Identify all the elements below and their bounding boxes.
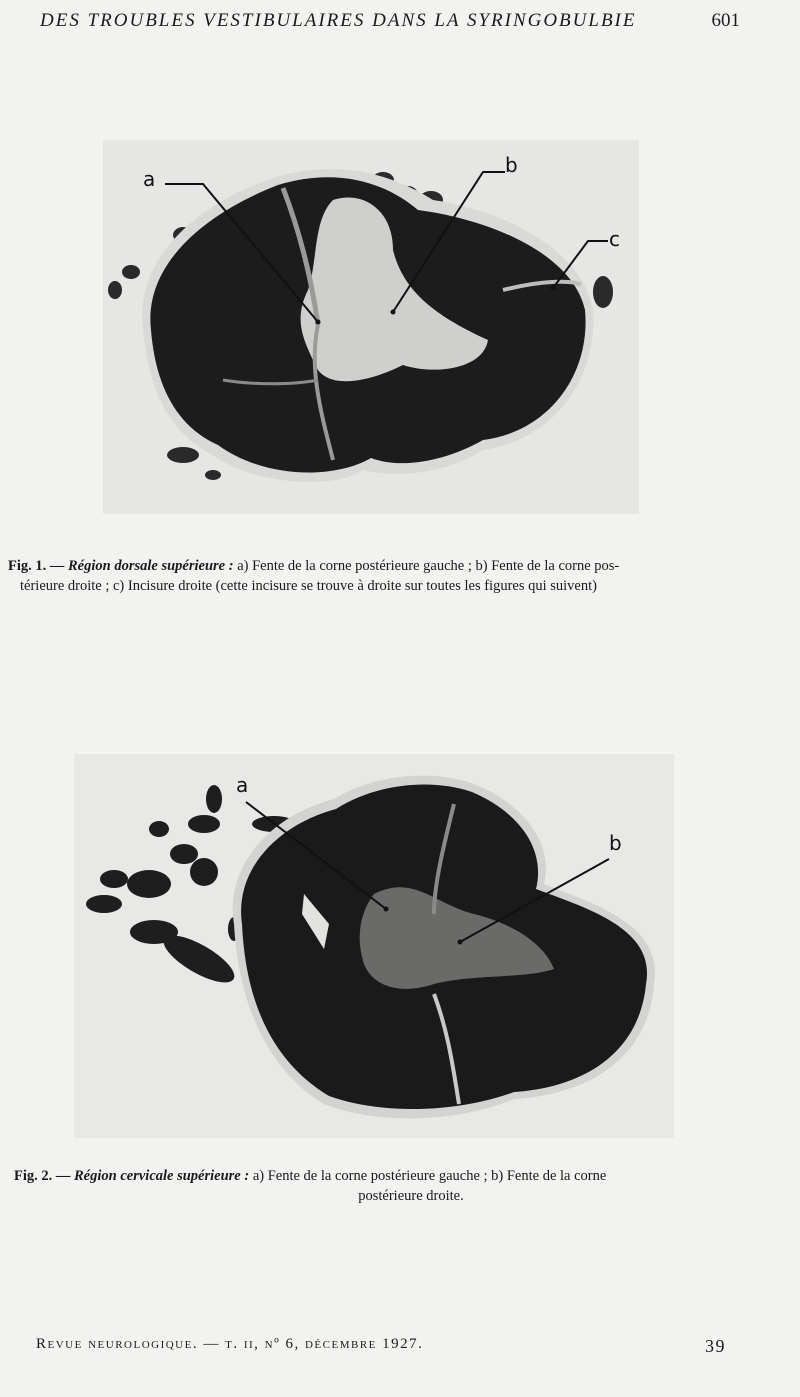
figure-1-label-c: c <box>609 227 620 251</box>
figure-1-label-a: a <box>143 167 156 191</box>
figure-2-section-photo <box>74 754 674 1138</box>
figure-2-caption-text-2: postérieure droite. <box>358 1188 464 1204</box>
figure-2-label-a: a <box>236 773 249 797</box>
figure-2-caption <box>14 1166 748 1206</box>
figure-1-label-b: b <box>505 153 518 177</box>
figure-1-section-photo <box>103 140 639 514</box>
figure-2-number: Fig. 2. — <box>14 1168 71 1184</box>
journal-citation: Revue neurologique. — t. ii, nº 6, décembre 1927. <box>36 1336 424 1352</box>
footer-folio: 39 <box>705 1336 726 1356</box>
figure-1-region: Région dorsale supérieure : <box>68 558 234 574</box>
figure-1-caption-text-2: térieure droite ; c) Incisure droite (cette incisure se trouve à droite sur toutes les figures qui suivent) <box>20 578 597 594</box>
figure-2-caption-text-1: a) Fente de la corne postérieure gauche ; b) Fente de la corne <box>252 1168 607 1184</box>
figure-1-image <box>103 140 639 514</box>
figure-2-image <box>74 754 674 1138</box>
figure-1-number: Fig. 1. — <box>8 558 65 574</box>
running-head-title: DES TROUBLES VESTIBULAIRES DANS LA SYRINGOBULBIE <box>40 10 637 31</box>
figure-1-caption <box>8 556 748 596</box>
page-number: 601 <box>711 10 740 31</box>
figure-1-caption-text-1: a) Fente de la corne postérieure gauche ; b) Fente de la corne pos- <box>237 558 620 574</box>
page-footer <box>36 1330 726 1356</box>
figure-2-label-b: b <box>609 831 622 855</box>
running-head <box>40 10 740 32</box>
figure-2-region: Région cervicale supérieure : <box>74 1168 250 1184</box>
